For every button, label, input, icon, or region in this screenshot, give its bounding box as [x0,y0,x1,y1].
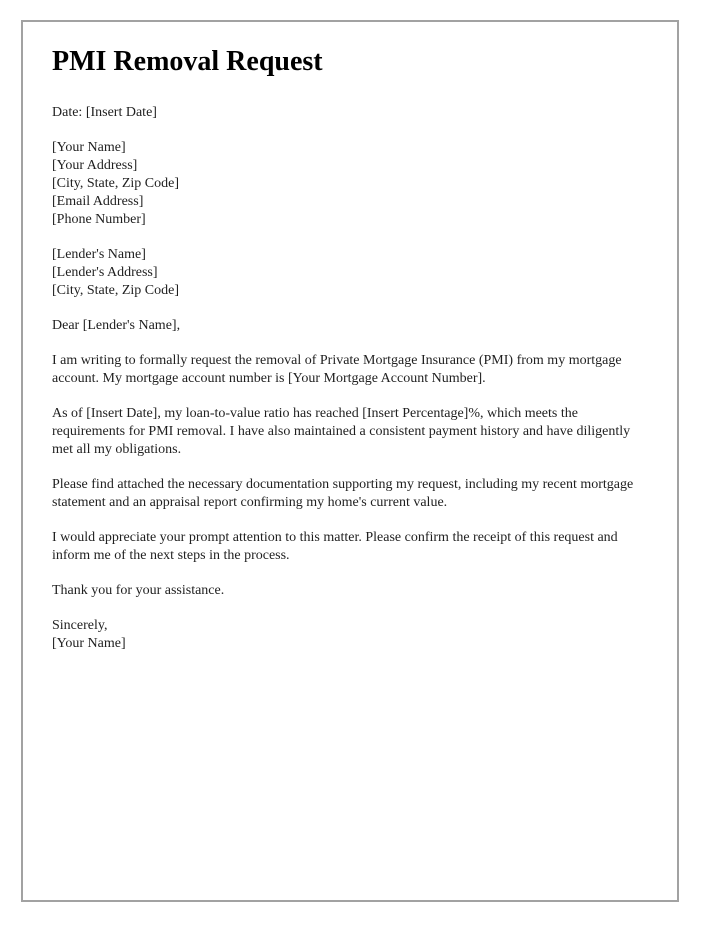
sender-city-line: [City, State, Zip Code] [52,176,180,191]
sender-phone-line: [Phone Number] [52,212,146,227]
recipient-city-line: [City, State, Zip Code] [52,283,180,298]
closing-block [52,617,644,653]
recipient-name-line: [Lender's Name] [52,247,146,262]
letter-title: PMI Removal Request [52,46,323,77]
sender-email-line: [Email Address] [52,194,144,209]
body-paragraph-2: As of [Insert Date], my loan-to-value ratio has reached [Insert Percentage]%, which meets the requirements for PMI removal. I have also maintained a consistent payment history and have diligently met all my obligations. [52,406,631,457]
closing-line: Sincerely, [52,618,108,633]
salutation-line: Dear [Lender's Name], [52,318,181,333]
body-paragraph-1: I am writing to formally request the removal of Private Mortgage Insurance (PMI) from my mortgage account. My mortgage account number is [Your Mortgage Account Number]. [52,353,622,386]
sender-address-block [52,139,644,229]
sender-address-line: [Your Address] [52,158,138,173]
recipient-address-block [52,246,644,300]
body-paragraph-4: I would appreciate your prompt attention to this matter. Please confirm the receipt of this request and inform me of the next steps in the process. [52,530,618,563]
document-page-frame [21,20,679,902]
thank-you-line: Thank you for your assistance. [52,583,225,598]
letter-body [52,47,644,653]
date-line: Date: [Insert Date] [52,105,157,120]
sender-name-line: [Your Name] [52,140,126,155]
body-paragraph-3: Please find attached the necessary documentation supporting my request, including my recent mortgage statement and an appraisal report confirming my home's current value. [52,477,634,510]
recipient-address-line: [Lender's Address] [52,265,158,280]
signature-line: [Your Name] [52,636,126,651]
